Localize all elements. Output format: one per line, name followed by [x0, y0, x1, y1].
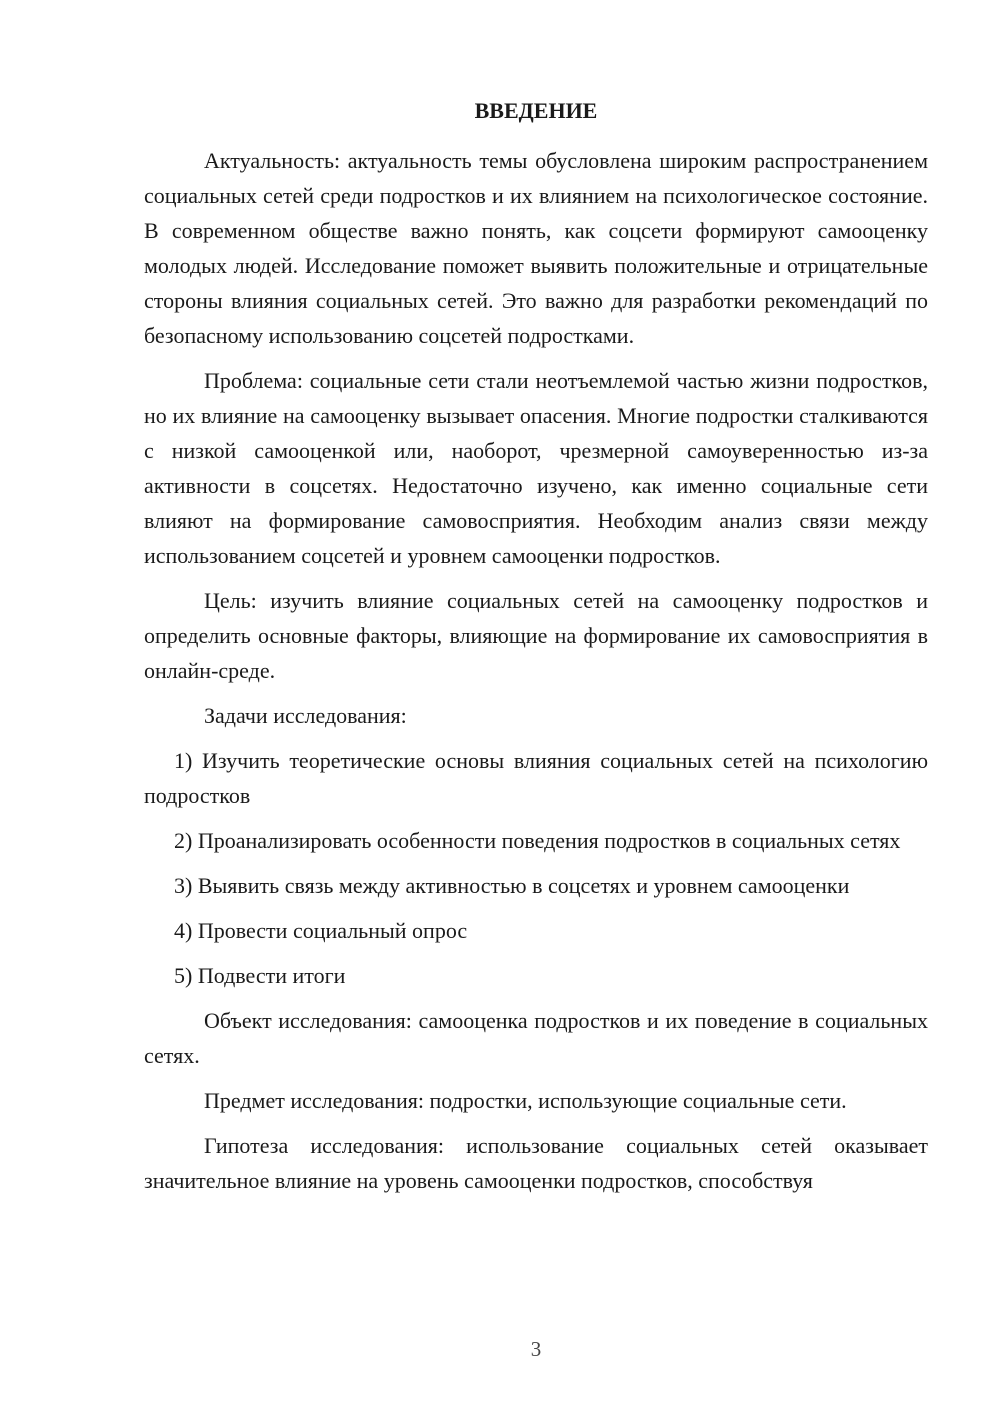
- task-item: 4) Провести социальный опрос: [174, 918, 468, 943]
- task-item: 2) Проанализировать особенности поведения подростков в социальных сетях: [174, 828, 901, 853]
- subject-paragraph: Предмет исследования: подростки, использующие социальные сети.: [204, 1088, 847, 1113]
- hypothesis-paragraph: Гипотеза исследования: использование социальных сетей оказывает значительное влияние на уровень самооценки подростков, способствуя: [144, 1133, 928, 1193]
- relevance-paragraph: Актуальность: актуальность темы обусловлена широким распространением социальных сетей среди подростков и их влиянием на психологическое состояние. В современном обществе важно понять, как соцсети формируют самооценку молодых людей. Исследование поможет выявить положительные и отрицательные стороны влияния социальных сетей. Это важно для разработки рекомендаций по безопасному использованию соцсетей подростками.: [144, 148, 928, 348]
- task-item: 3) Выявить связь между активностью в соцсетях и уровнем самооценки: [174, 873, 850, 898]
- goal-paragraph: Цель: изучить влияние социальных сетей на самооценку подростков и определить основные факторы, влияющие на формирование их самовосприятия в онлайн-среде.: [144, 588, 928, 683]
- object-paragraph: Объект исследования: самооценка подростков и их поведение в социальных сетях.: [144, 1008, 928, 1068]
- introduction-body: [144, 143, 928, 1208]
- tasks-title: Задачи исследования:: [204, 703, 407, 728]
- task-item: 5) Подвести итоги: [174, 963, 346, 988]
- section-heading: ВВЕДЕНИЕ: [474, 98, 598, 123]
- task-item: 1) Изучить теоретические основы влияния социальных сетей на психологию подростков: [144, 748, 928, 808]
- problem-paragraph: Проблема: социальные сети стали неотъемлемой частью жизни подростков, но их влияние на самооценку вызывает опасения. Многие подростки сталкиваются с низкой самооценкой или, наоборот, чрезмерной самоуверенностью из-за активности в соцсетях. Недостаточно изучено, как именно социальные сети влияют на формирование самовосприятия. Необходим анализ связи между использованием соцсетей и уровнем самооценки подростков.: [144, 368, 928, 568]
- page-number: 3: [530, 1337, 542, 1361]
